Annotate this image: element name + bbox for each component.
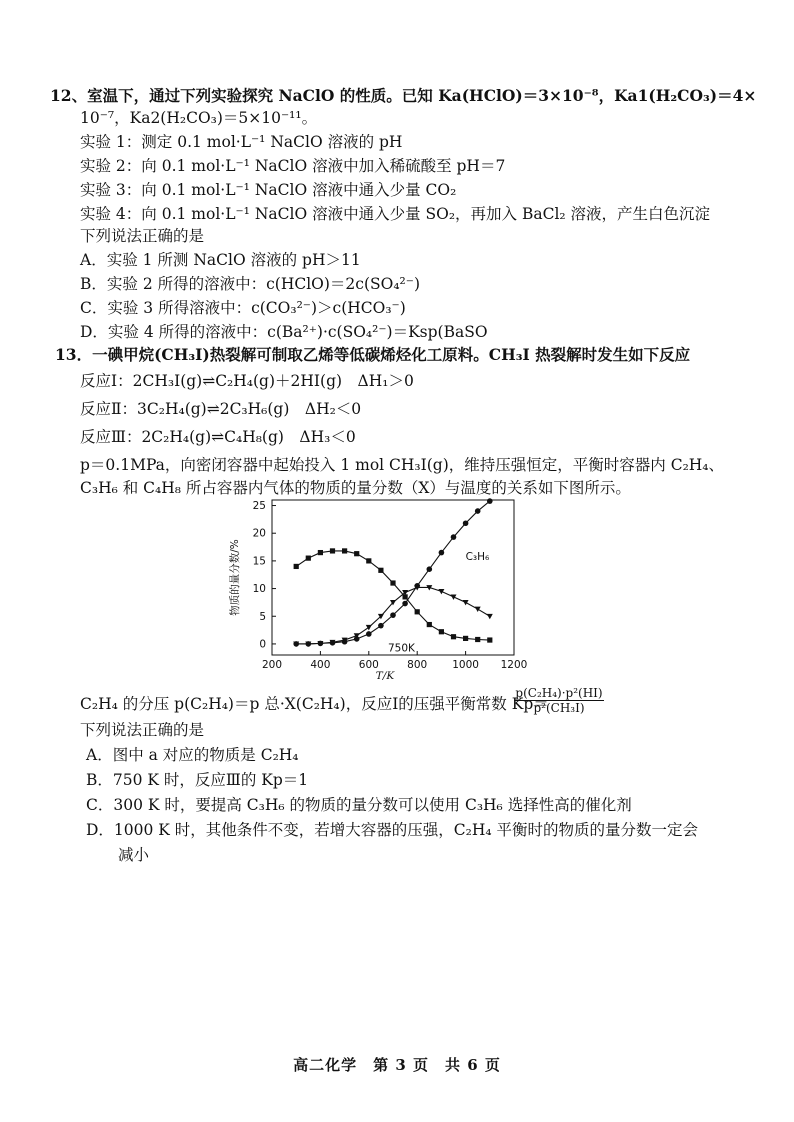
q13-option-b: B．750 K 时，反应Ⅲ的 Kp＝1 xyxy=(86,771,309,789)
data-point-square xyxy=(439,629,444,634)
q12-option-d: D．实验 4 所得的溶液中：c(Ba²⁺)·c(SO₄²⁻)＝Ksp(BaSO xyxy=(80,323,488,341)
q13-option-d-cont: 减小 xyxy=(118,846,150,864)
data-point-square xyxy=(427,622,432,627)
x-tick-label: 200 xyxy=(261,659,283,671)
q13-option-c: C．300 K 时，要提高 C₃H₆ 的物质的量分数可以使用 C₃H₆ 选择性高的催化剂 xyxy=(86,796,632,814)
data-point-circle xyxy=(427,566,433,572)
annotation-750k: 750K xyxy=(388,642,415,655)
kp-denominator: p²(CH₃I) xyxy=(514,700,604,715)
kp-fraction xyxy=(514,686,604,715)
data-point-square xyxy=(330,548,335,553)
y-tick-label: 5 xyxy=(259,610,266,623)
data-point-circle xyxy=(390,612,396,618)
q12-exp1: 实验 1：测定 0.1 mol·L⁻¹ NaClO 溶液的 pH xyxy=(80,133,403,151)
data-point-circle xyxy=(463,520,469,526)
data-point-circle xyxy=(487,498,493,504)
data-point-circle xyxy=(475,508,481,514)
kp-numerator: p(C₂H₄)·p²(HI) xyxy=(515,686,603,700)
series-line-circle xyxy=(296,501,490,644)
q12-exp2: 实验 2：向 0.1 mol·L⁻¹ NaClO 溶液中加入稀硫酸至 pH＝7 xyxy=(80,157,506,175)
x-axis-label: T/K xyxy=(375,670,395,682)
y-axis-label: 物质的量分数/% xyxy=(229,539,241,616)
data-point-triangle xyxy=(438,589,444,594)
q12-line2: 10⁻⁷，Ka2(H₂CO₃)＝5×10⁻¹¹。 xyxy=(80,109,318,127)
y-tick-label: 20 xyxy=(252,527,266,540)
data-point-circle xyxy=(451,534,457,540)
q13-reaction-1: 反应Ⅰ：2CH₃I(g)⇌C₂H₄(g)＋2HI(g) ΔH₁＞0 xyxy=(80,372,414,390)
data-point-square xyxy=(475,637,480,642)
x-tick-label: 800 xyxy=(407,659,428,671)
series-line-square xyxy=(296,551,490,640)
plot-frame xyxy=(272,500,514,655)
data-point-triangle xyxy=(463,600,469,605)
data-point-square xyxy=(463,636,468,641)
q12-option-b: B．实验 2 所得的溶液中：c(HClO)＝2c(SO₄²⁻) xyxy=(80,275,420,293)
annotation-c3h6: C₃H₆ xyxy=(465,550,490,563)
data-point-circle xyxy=(402,601,408,607)
q13-kp-definition: C₂H₄ 的分压 p(C₂H₄)＝p 总·X(C₂H₄)，反应Ⅰ的压强平衡常数 Kp＝ xyxy=(80,695,549,713)
x-tick-label: 1000 xyxy=(452,659,479,671)
data-point-square xyxy=(342,548,347,553)
y-tick-label: 15 xyxy=(252,555,266,568)
q13-condition-1: p＝0.1MPa，向密闭容器中起始投入 1 mol CH₃I(g)，维持压强恒定，平衡时容器内 C₂H₄、 xyxy=(80,456,725,474)
data-point-square xyxy=(378,568,383,573)
q13-reaction-2: 反应Ⅱ：3C₂H₄(g)⇌2C₃H₆(g) ΔH₂＜0 xyxy=(80,400,362,418)
x-tick-label: 600 xyxy=(358,659,379,671)
data-point-triangle xyxy=(366,625,372,630)
page-footer: 高二化学 第 3 页 共 6 页 xyxy=(293,1056,501,1074)
q12-exp4: 实验 4：向 0.1 mol·L⁻¹ NaClO 溶液中通入少量 SO₂，再加入 BaCl₂ 溶液，产生白色沉淀 xyxy=(80,205,711,223)
q13-condition-2: C₃H₆ 和 C₄H₈ 所占容器内气体的物质的量分数（X）与温度的关系如下图所示。 xyxy=(80,479,631,497)
chart-svg xyxy=(228,492,532,682)
q13-option-a: A．图中 a 对应的物质是 C₂H₄ xyxy=(86,746,299,764)
data-point-circle xyxy=(378,623,384,629)
data-point-square xyxy=(451,634,456,639)
q12-option-c: C．实验 3 所得溶液中：c(CO₃²⁻)＞c(HCO₃⁻) xyxy=(80,299,406,317)
data-point-triangle xyxy=(487,614,493,619)
data-point-square xyxy=(415,609,420,614)
data-point-square xyxy=(318,550,323,555)
q13-reaction-3: 反应Ⅲ：2C₂H₄(g)⇌C₄H₈(g) ΔH₃＜0 xyxy=(80,428,356,446)
data-point-circle xyxy=(439,550,445,556)
y-tick-label: 0 xyxy=(259,638,266,651)
q12-exp3: 实验 3：向 0.1 mol·L⁻¹ NaClO 溶液中通入少量 CO₂ xyxy=(80,181,457,199)
data-point-square xyxy=(366,558,371,563)
data-point-triangle xyxy=(451,594,457,599)
y-tick-label: 25 xyxy=(252,500,266,513)
x-tick-label: 1200 xyxy=(500,659,528,671)
y-tick-label: 10 xyxy=(252,583,266,596)
q13-option-d: D．1000 K 时，其他条件不变，若增大容器的压强，C₂H₄ 平衡时的物质的量分数一定会 xyxy=(86,821,699,839)
data-point-square xyxy=(294,564,299,569)
data-point-square xyxy=(354,551,359,556)
q13-prompt: 下列说法正确的是 xyxy=(80,721,205,739)
q12-line1: 12、室温下，通过下列实验探究 NaClO 的性质。已知 Ka(HClO)＝3×10⁻⁸，Ka1(H₂CO₃)＝4× xyxy=(50,86,757,105)
data-point-circle xyxy=(366,631,372,637)
fraction-vs-temperature-chart xyxy=(228,492,532,682)
data-point-triangle xyxy=(475,607,481,612)
data-point-square xyxy=(487,637,492,642)
data-point-square xyxy=(306,556,311,561)
q12-prompt: 下列说法正确的是 xyxy=(80,227,205,245)
x-tick-label: 400 xyxy=(310,659,331,671)
q13-line1: 13．一碘甲烷(CH₃I)热裂解可制取乙烯等低碳烯烃化工原料。CH₃I 热裂解时发生如下反应 xyxy=(55,345,691,364)
q12-option-a: A．实验 1 所测 NaClO 溶液的 pH＞11 xyxy=(80,251,361,269)
data-point-square xyxy=(390,580,395,585)
